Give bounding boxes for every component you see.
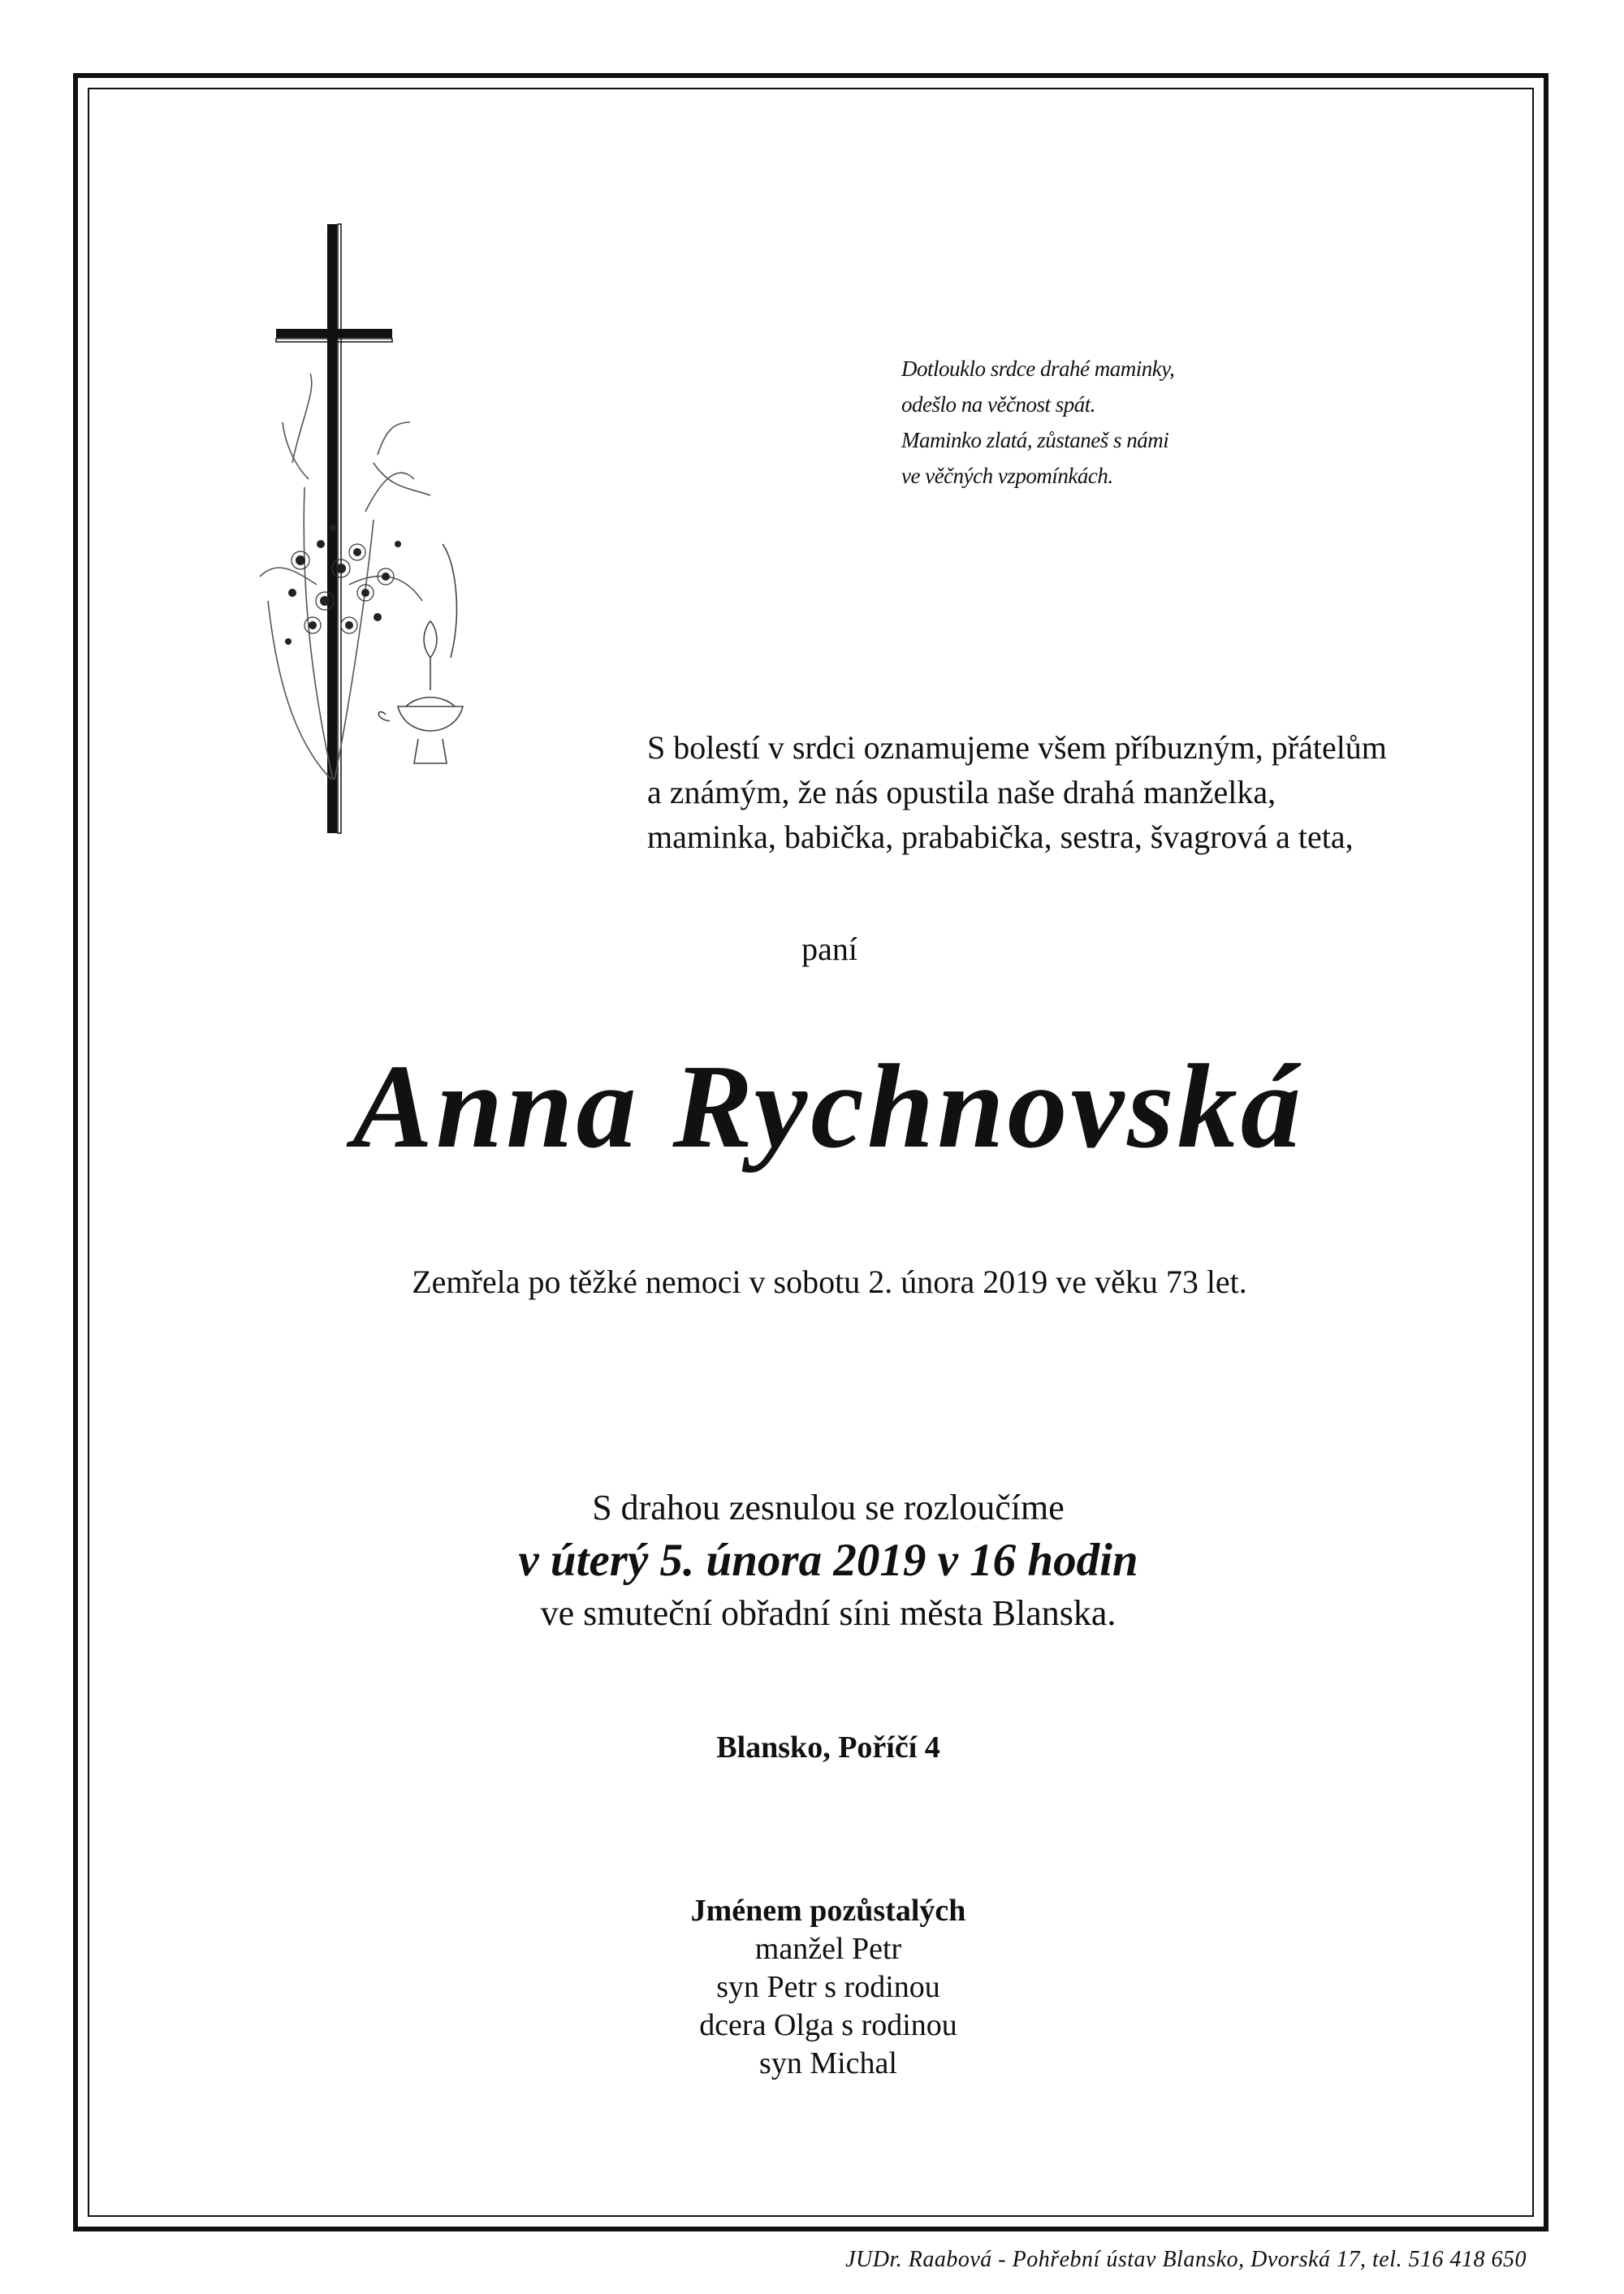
farewell-intro: S drahou zesnulou se rozloučíme — [592, 1488, 1065, 1527]
farewell-place: ve smuteční obřadní síni města Blanska. — [540, 1593, 1116, 1633]
announcement-line: a známým, že nás opustila naše drahá manželka, — [647, 774, 1276, 810]
farewell-block — [0, 1484, 1624, 1638]
mourner-name: syn Petr s rodinou — [716, 1970, 940, 2004]
announcement — [647, 725, 1500, 859]
mourner-name: dcera Olga s rodinou — [699, 2008, 957, 2042]
address: Blansko, Poříčí 4 — [716, 1730, 940, 1765]
poem — [901, 351, 1324, 494]
poem-line: Maminko zlatá, zůstaneš s námi — [901, 428, 1169, 452]
mourners-heading: Jménem pozůstalých — [690, 1894, 966, 1928]
announcement-line: S bolestí v srdci oznamujeme všem příbuzným, přátelům — [647, 729, 1387, 766]
footer-funeral-home: JUDr. Raabová - Pohřební ústav Blansko, Dvorská 17, tel. 516 418 650 — [845, 2247, 1527, 2272]
cross-with-flowers-icon — [244, 219, 512, 845]
honorific: paní — [801, 931, 857, 967]
death-notice: Zemřela po těžké nemoci v sobotu 2. února 2019 ve věku 73 let. — [412, 1264, 1247, 1300]
poem-line: Dotlouklo srdce drahé maminky, — [901, 356, 1175, 381]
mourners-block — [0, 1892, 1624, 2083]
farewell-datetime: v úterý 5. února 2019 v 16 hodin — [518, 1535, 1138, 1586]
announcement-line: maminka, babička, prababička, sestra, švagrová a teta, — [647, 819, 1354, 855]
deceased-name: Anna Rychnovská — [352, 1040, 1304, 1173]
poem-line: odešlo na věčnost spát. — [901, 392, 1095, 417]
poem-line: ve věčných vzpomínkách. — [901, 464, 1113, 488]
mourner-name: manžel Petr — [754, 1932, 902, 1966]
mourner-name: syn Michal — [759, 2046, 897, 2080]
